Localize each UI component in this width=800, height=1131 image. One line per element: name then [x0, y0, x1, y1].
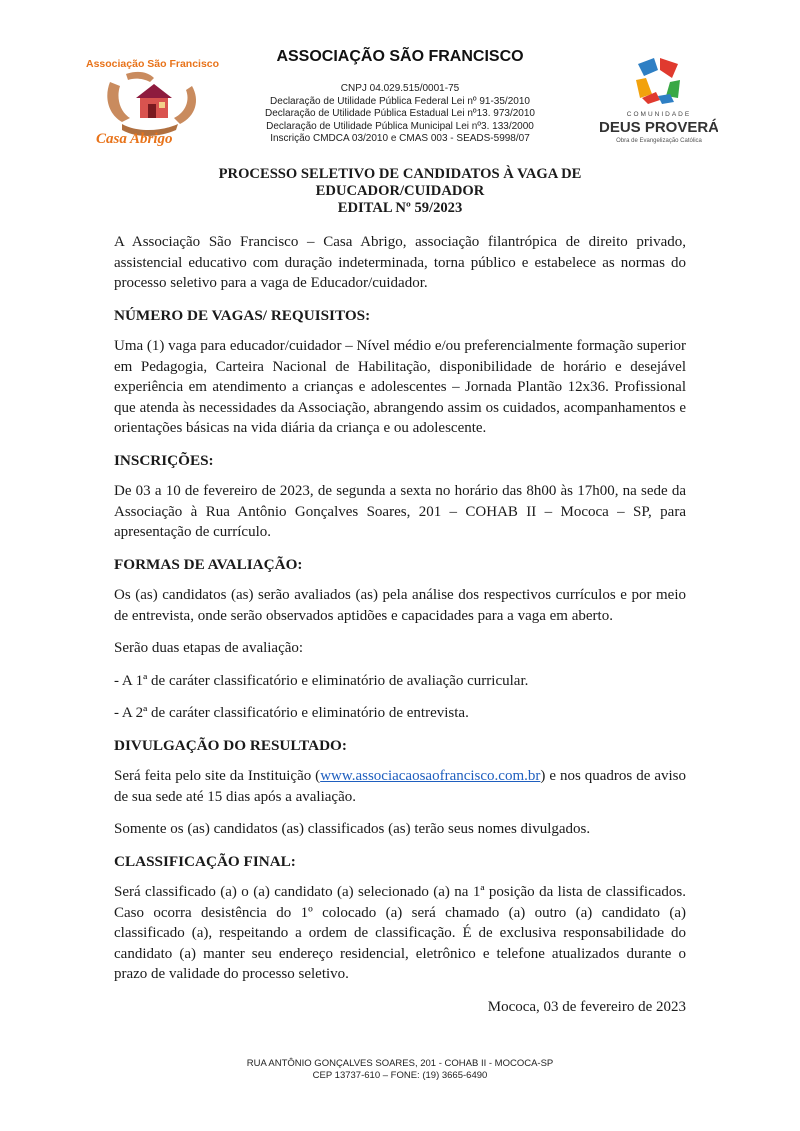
document-title	[110, 166, 690, 217]
logo-main-text: DEUS PROVERÁ	[600, 119, 718, 136]
inscricoes-paragraph: De 03 a 10 de fevereiro de 2023, de segunda a sexta no horário das 8h00 às 17h00, na sede da Associação à Rua Antônio Gonçalves Soares, 201 – COHAB II – Mococa – SP, para apresentação de currículo.	[114, 483, 686, 540]
section-heading-inscricoes: INSCRIÇÕES:	[114, 451, 214, 469]
etapas-intro: Serão duas etapas de avaliação:	[114, 640, 304, 656]
logo-sub-text: Obra de Evangelização Católica	[616, 138, 702, 144]
etapa-2: - A 2ª de caráter classificatório e eliminatório de entrevista.	[114, 705, 469, 721]
document-body	[114, 232, 686, 1029]
footer-contact: CEP 13737-610 – FONE: (19) 3665-6490	[312, 1070, 488, 1081]
institution-website-link[interactable]: www.associacaosaofrancisco.com.br	[320, 768, 541, 784]
logo-name-text: Associação São Francisco	[86, 58, 220, 70]
section-heading-classificacao: CLASSIFICAÇÃO FINAL:	[114, 852, 296, 870]
title-line: PROCESSO SELETIVO DE CANDIDATOS À VAGA DE	[218, 166, 582, 182]
title-line: EDUCADOR/CUIDADOR	[315, 183, 485, 199]
intro-paragraph: A Associação São Francisco – Casa Abrigo, associação filantrópica de direito privado, assistencial educativo com duração indeterminada, torna público e estabelece as normas do processo seletivo para a vaga de Educador/cuidador.	[114, 234, 686, 291]
colored-hands-icon	[600, 56, 718, 146]
logo-tagline-text: Casa Abrigo	[96, 131, 173, 147]
divulgacao-paragraph	[114, 766, 686, 807]
casa-abrigo-logo	[82, 52, 222, 147]
section-heading-vagas: NÚMERO DE VAGAS/ REQUISITOS:	[114, 306, 371, 324]
organization-title: ASSOCIAÇÃO SÃO FRANCISCO	[276, 48, 524, 65]
avaliacao-paragraph: Os (as) candidatos (as) serão avaliados (as) pela análise dos respectivos currículos e por meio de entrevista, onde serão observados aptidões e capacidades para a vaga em aberto.	[114, 587, 686, 624]
divulgacao-text-after: ) e nos quadros de aviso de sua sede até 15 dias após a avaliação.	[114, 768, 686, 805]
logo-pre-text: COMUNIDADE	[626, 111, 692, 118]
house-with-hands-icon	[82, 52, 222, 147]
section-heading-divulgacao: DIVULGAÇÃO DO RESULTADO:	[114, 736, 347, 754]
deus-provera-logo	[600, 56, 718, 146]
footer-address: RUA ANTÔNIO GONÇALVES SOARES, 201 - COHAB II - MOCOCA-SP	[246, 1058, 554, 1069]
divulgacao-paragraph-2: Somente os (as) candidatos (as) classificados (as) terão seus nomes divulgados.	[114, 821, 591, 837]
info-line: Declaração de Utilidade Pública Municipal Lei nº3. 133/2000	[266, 120, 534, 132]
info-line: Declaração de Utilidade Pública Federal Lei nº 91-35/2010	[270, 95, 530, 107]
info-line: CNPJ 04.029.515/0001-75	[340, 83, 460, 94]
info-line: Inscrição CMDCA 03/2010 e CMAS 003 - SEADS-5998/07	[270, 133, 530, 145]
title-line: EDITAL Nº 59/2023	[337, 200, 463, 216]
section-heading-avaliacao: FORMAS DE AVALIAÇÃO:	[114, 555, 303, 573]
page-footer	[180, 1058, 620, 1082]
etapa-1: - A 1ª de caráter classificatório e eliminatório de avaliação curricular.	[114, 672, 529, 689]
classificacao-paragraph: Será classificado (a) o (a) candidato (a) selecionado (a) na 1ª posição da lista de classificados. Caso ocorra desistência do 1º colocado (a) será chamado (a) outro (a) candidato (a) classificado (a), respeitando a ordem de classificação. É de exclusiva responsabilidade do candidato (a) manter seu endereço residencial, eletrônico e telefone atualizados durante o prazo de validade do processo seletivo.	[114, 884, 686, 982]
organization-info	[232, 83, 568, 146]
vagas-paragraph: Uma (1) vaga para educador/cuidador – Nível médio e/ou preferencialmente formação superior em Pedagogia, Carteira Nacional de Habilitação, disponibilidade de horário e desejável experiência em atendimento a crianças e adolescentes – Jornada Plantão 12x36. Profissional que atenda às necessidades da Associação, abrangendo assim os cuidados, acompanhamentos e orientações básicas na vida diária da criança e ou adolescente.	[114, 338, 686, 436]
date-signoff: Mococa, 03 de fevereiro de 2023	[487, 998, 686, 1015]
divulgacao-text-before: Será feita pelo site da Instituição (	[114, 768, 321, 784]
info-line: Declaração de Utilidade Pública Estadual Lei nº13. 973/2010	[265, 108, 535, 120]
